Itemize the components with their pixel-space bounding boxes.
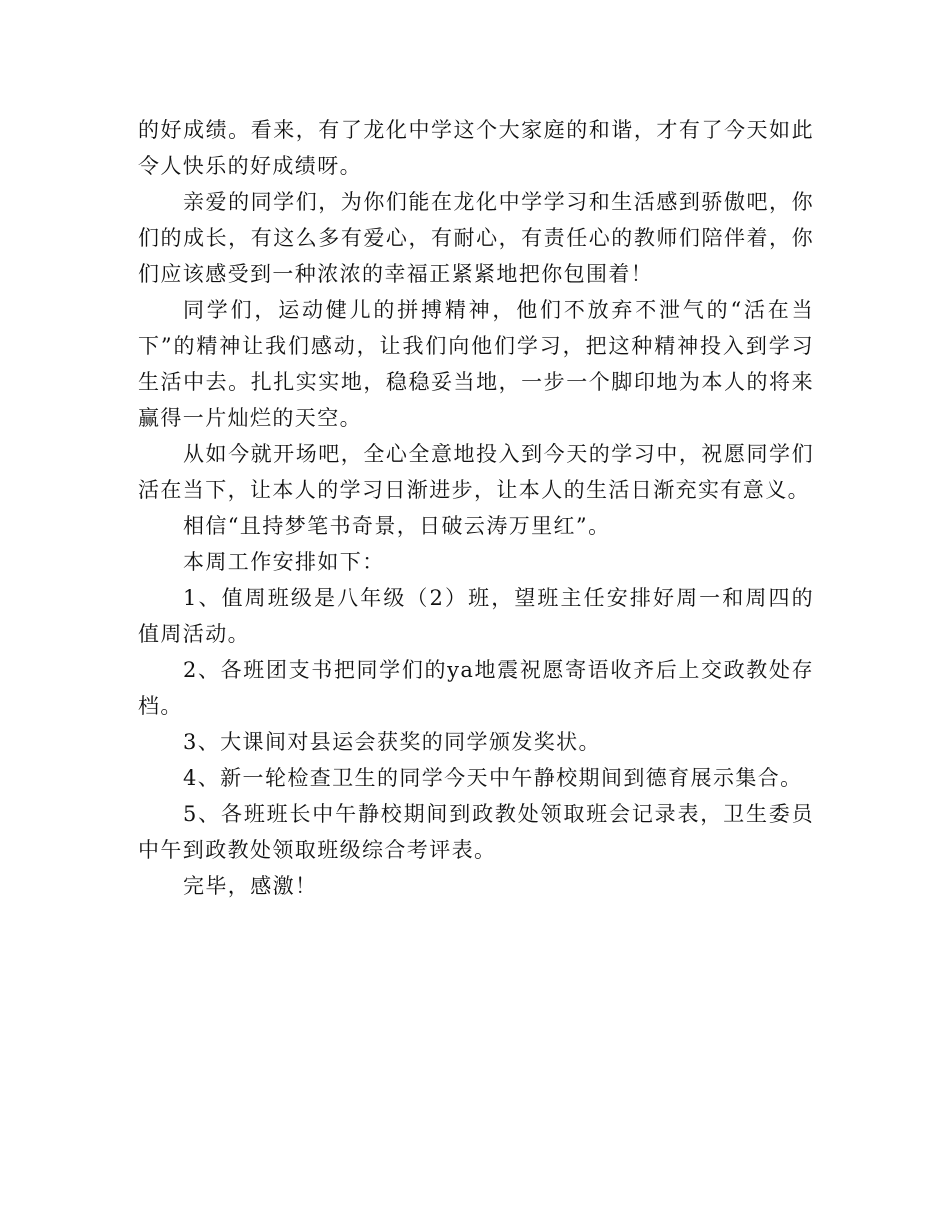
paragraph-schedule-heading: 本周工作安排如下：	[183, 550, 385, 574]
paragraph-start-now: 从如今就开场吧，全心全意地投入到今天的学习中，祝愿同学们活在当下，让本人的学习日渐进步，让本人的生活日渐充实有意义。	[138, 442, 814, 502]
paragraph-closing: 完毕，感激！	[183, 874, 318, 898]
paragraph-continuation: 的好成绩。看来，有了龙化中学这个大家庭的和谐，才有了今天如此令人快乐的好成绩呀。	[138, 118, 814, 178]
list-item-hygiene-check: 4、新一轮检查卫生的同学今天中午静校期间到德育展示集合。	[183, 766, 803, 790]
list-item-awards: 3、大课间对县运会获奖的同学颁发奖状。	[183, 730, 601, 754]
document-body	[138, 112, 814, 904]
paragraph-quote: 相信“且持梦笔书奇景，日破云涛万里红”。	[183, 514, 611, 538]
list-item-records: 5、各班班长中午静校期间到政教处领取班会记录表，卫生委员中午到政教处领取班级综合考评表。	[138, 802, 814, 862]
list-item-duty-class: 1、值周班级是八年级（2）班，望班主任安排好周一和周四的值周活动。	[138, 586, 814, 646]
list-item-wishes-archive: 2、各班团支书把同学们的ya地震祝愿寄语收齐后上交政教处存档。	[138, 658, 814, 718]
paragraph-spirit: 同学们，运动健儿的拼搏精神，他们不放弃不泄气的“活在当下”的精神让我们感动，让我们向他们学习，把这种精神投入到学习生活中去。扎扎实实地，稳稳妥当地，一步一个脚印地为本人的将来赢得一片灿烂的天空。	[138, 298, 814, 430]
paragraph-pride: 亲爱的同学们，为你们能在龙化中学学习和生活感到骄傲吧，你们的成长，有这么多有爱心，有耐心，有责任心的教师们陪伴着，你们应该感受到一种浓浓的幸福正紧紧地把你包围着！	[138, 190, 814, 286]
